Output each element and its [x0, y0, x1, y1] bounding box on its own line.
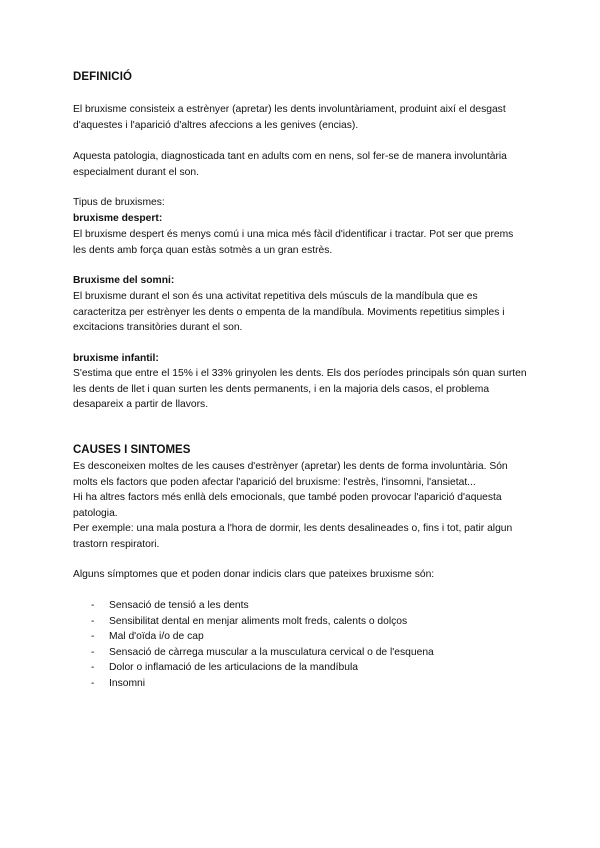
bullet-dash: - — [91, 631, 95, 642]
symptoms-list — [73, 598, 528, 691]
causes-heading: CAUSES I SINTOMES — [73, 444, 191, 456]
symptom-text: Sensibilitat dental en menjar aliments molt freds, calents o dolços — [109, 615, 408, 627]
list-item — [73, 645, 528, 661]
bullet-dash: - — [91, 646, 95, 658]
symptom-text: Sensació de tensió a les dents — [109, 600, 249, 611]
infantil-text: S'estima que entre el 15% i el 33% grinyolen les dents. Els dos períodes principals són quan surten les dents de llet i quan surten les dents permanents, i en la majoria dels casos, el problema desapareix a partir de llavors. — [73, 368, 527, 411]
list-item — [73, 660, 528, 676]
definicio-paragraph-1: El bruxisme consisteix a estrènyer (apretar) les dents involuntàriament, produint així el desgast d'aquestes i l'aparició d'altres afeccions a les genives (encias). — [73, 104, 506, 131]
list-item — [73, 614, 528, 630]
symptom-text: Dolor o inflamació de les articulacions de la mandíbula — [109, 662, 358, 673]
somni-subheading: Bruxisme del somni: — [73, 275, 175, 286]
symptom-text: Insomni — [109, 677, 146, 689]
tipus-label: Tipus de bruxismes: — [73, 197, 165, 208]
list-item — [73, 676, 528, 692]
list-item — [73, 629, 528, 645]
somni-text: El bruxisme durant el son és una activitat repetitiva dels músculs de la mandíbula que es caracteritza per estrènyer les dents o empenta de la mandíbula. Moviments repetitius simples i excitacions transitòries durant el son. — [73, 291, 505, 334]
causes-paragraph-3: Per exemple: una mala postura a l'hora de dormir, les dents desalineades o, fins i tot, patir algun trastorn respiratori. — [73, 523, 513, 550]
symptoms-intro: Alguns símptomes que et poden donar indicis clars que pateixes bruxisme són: — [73, 569, 435, 580]
bullet-dash: - — [91, 615, 95, 627]
causes-paragraph-1: Es desconeixen moltes de les causes d'estrènyer (apretar) les dents de forma involuntària. Són molts els factors que poden afectar l'aparició del bruxisme: l'estrès, l'insomni, l'ansietat... — [73, 461, 508, 488]
bullet-dash: - — [91, 600, 95, 611]
bullet-dash: - — [91, 677, 95, 689]
causes-paragraph-2: Hi ha altres factors més enllà dels emocionals, que també poden provocar l'aparició d'aquesta patologia. — [73, 492, 502, 519]
definicio-heading: DEFINICIÓ — [73, 71, 133, 83]
symptom-text: Mal d'oïda i/o de cap — [109, 631, 204, 642]
despert-text: El bruxisme despert és menys comú i una mica més fàcil d'identificar i tractar. Pot ser que prems les dents amb força quan estàs sotmès a un gran estrès. — [73, 229, 514, 256]
infantil-subheading: bruxisme infantil: — [73, 353, 159, 364]
symptom-text: Sensació de càrrega muscular a la musculatura cervical o de l'esquena — [109, 646, 434, 658]
bullet-dash: - — [91, 662, 95, 673]
despert-subheading: bruxisme despert: — [73, 213, 163, 224]
definicio-paragraph-2: Aquesta patologia, diagnosticada tant en adults com en nens, sol fer-se de manera involuntària especialment durant el son. — [73, 151, 507, 178]
list-item — [73, 598, 528, 614]
